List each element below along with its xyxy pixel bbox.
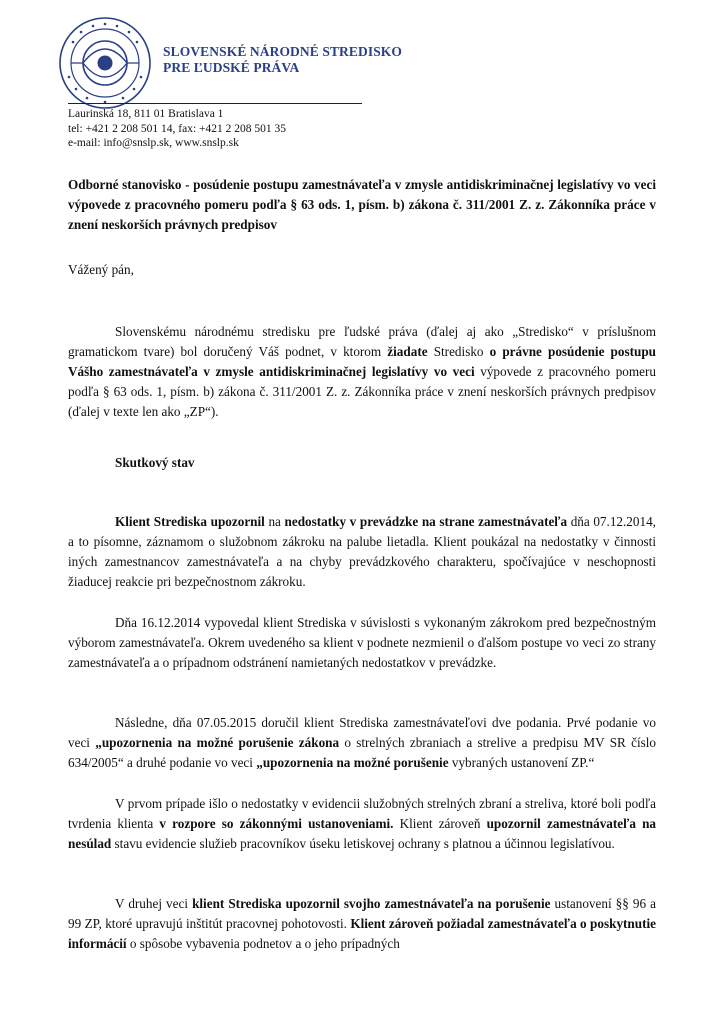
email-line: e-mail: info@snslp.sk, www.snslp.sk bbox=[68, 137, 239, 149]
org-name-line2: PRE ĽUDSKÉ PRÁVA bbox=[163, 60, 300, 75]
phone-line: tel: +421 2 208 501 14, fax: +421 2 208 501 35 bbox=[68, 122, 287, 135]
paragraph-1: Klient Strediska upozornil na nedostatky v prevádzke na strane zamestnávateľa dňa 07.12.2014, a to písomne, záznamom o služobnom zákroku na palube lietadla. Klient poukázal na nedostatky v činnosti iných zamestnancov zamestnávateľa a na chyby prevádzkového charakteru, spočívajúce v neschopnosti žiaducej reakcie pri bezpečnostnom zákroku. bbox=[68, 514, 656, 589]
salutation: Vážený pán, bbox=[68, 262, 134, 277]
subject-line1: Odborné stanovisko - posúdenie postupu zamestnávateľa v zmysle antidiskriminačnej bbox=[68, 177, 554, 192]
org-name bbox=[163, 44, 402, 76]
subject-line2: legislatívy vo veci výpovede z pracovného pomeru podľa § 63 ods. 1, písm. b) zákona č. bbox=[68, 177, 656, 212]
paragraph-4: V prvom prípade išlo o nedostatky v evidencii služobných strelných zbraní a streliva, ktoré boli podľa tvrdenia klienta v rozpore so zákonnými ustanoveniami. Klient zároveň upozornil zamestnávateľa na nesúlad stavu evidencie služieb pracovníkov úseku letiskovej ochrany s platnou a účinnou legislatívou. bbox=[68, 796, 656, 851]
document-subject bbox=[68, 175, 656, 235]
org-name-line1: SLOVENSKÉ NÁRODNÉ STREDISKO bbox=[163, 44, 403, 59]
paragraph-5: V druhej veci klient Strediska upozornil svojho zamestnávateľa na porušenie ustanovení §§ 96 a 99 ZP, ktoré upravujú inštitút pracovnej pohotovosti. Klient zároveň požiadal zamestnávateľa o poskytnutie informácií o spôsobe vybavenia podnetov a o jeho prípadných bbox=[68, 896, 657, 951]
contact-block bbox=[68, 107, 286, 151]
intro-paragraph: Slovenskému národnému stredisku pre ľudské práva (ďalej aj ako „Stredisko“ v príslušnom gramatickom tvare) bol doručený Váš podnet, v ktorom žiadate Stredisko o právne posúdenie postupu Vášho zamestnávateľa v zmysle antidiskriminačnej legislatívy vo veci výpovede z pracovného pomeru podľa § 63 ods. 1, písm. b) zákona č. 311/2001 Z. z. Zákonníka práce v znení neskorších právnych predpisov (ďalej v texte len ako „ZP“). bbox=[68, 324, 657, 419]
section-heading: Skutkový stav bbox=[115, 455, 195, 470]
paragraph-2: Dňa 16.12.2014 vypovedal klient Strediska v súvislosti s vykonaným zákrokom pred bezpečnostným výborom zamestnávateľa. Okrem uvedeného sa klient v podnete nezmienil o ďalšom postupe vo veci zo strany zamestnávateľa a o prípadnom odstránení namietaných nedostatkov v prevádzke. bbox=[68, 615, 656, 670]
subject-line3: 311/2001 Z. z. Zákonníka práce v znení neskorších právnych predpisov bbox=[68, 197, 657, 232]
address-line: Laurinská 18, 811 01 Bratislava 1 bbox=[68, 108, 224, 120]
snslp-logo bbox=[57, 15, 153, 111]
paragraph-3: Následne, dňa 07.05.2015 doručil klient Strediska zamestnávateľovi dve podania. Prvé podanie vo veci „upozornenia na možné porušenie zákona o strelných zbraniach a strelive a predpisu MV SR číslo 634/2005“ a druhé podanie vo veci „upozornenia na možné porušenie vybraných ustanovení ZP.“ bbox=[68, 715, 657, 770]
header-divider bbox=[68, 103, 362, 104]
